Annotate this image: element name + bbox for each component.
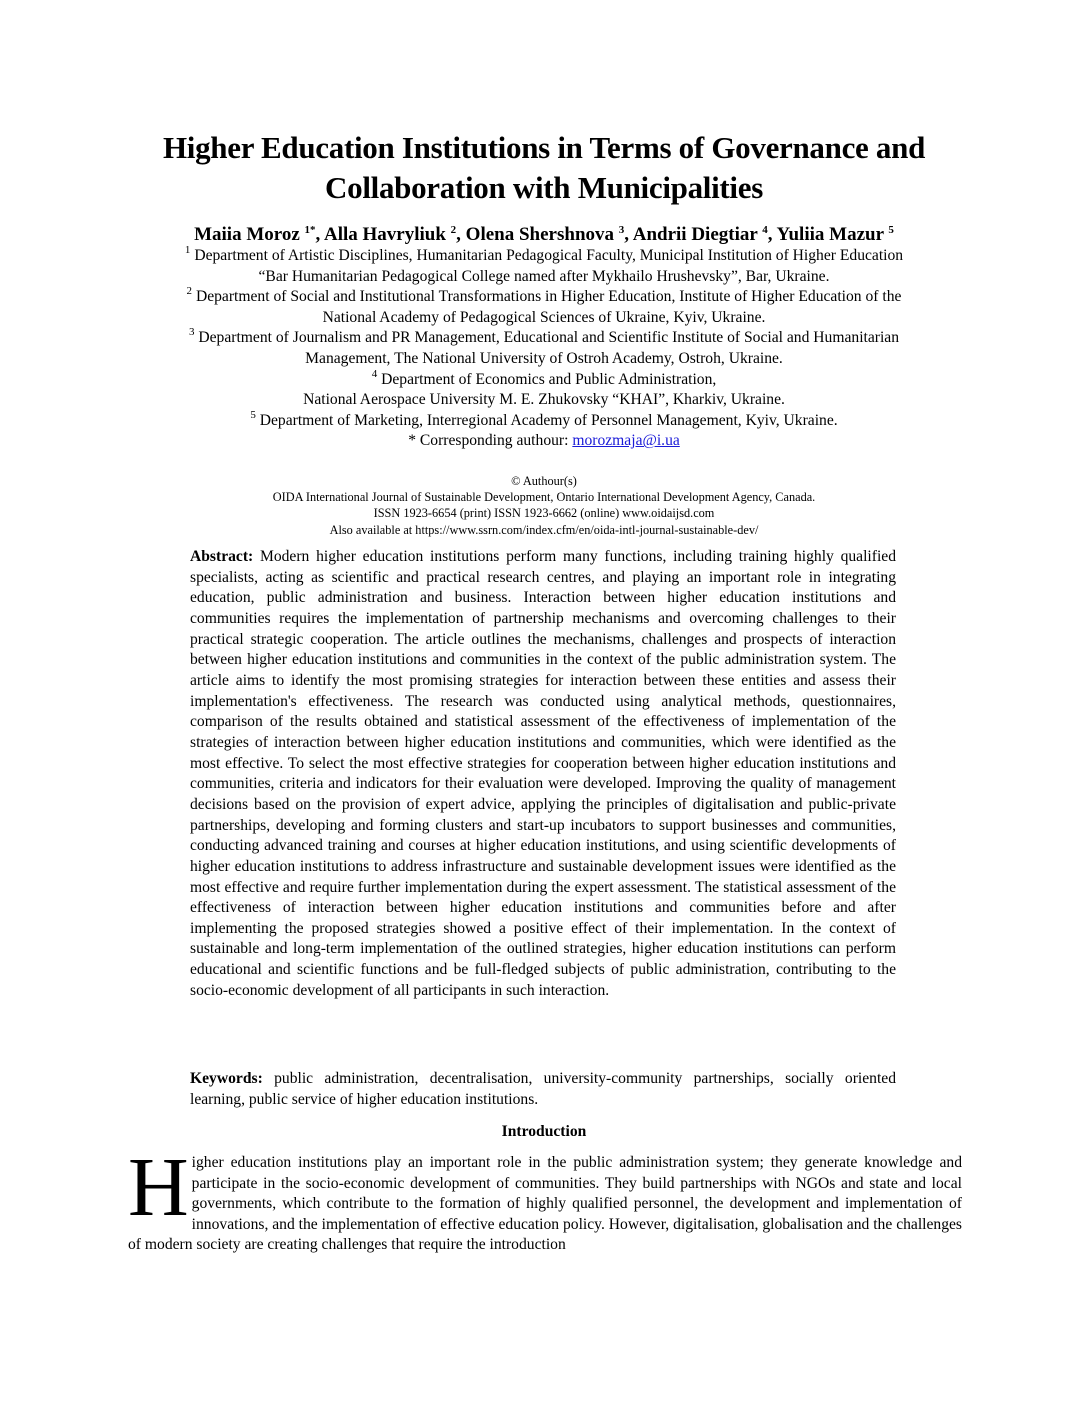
title-line-2: Collaboration with Municipalities [325,170,763,205]
affiliation-mark: 3 [188,326,195,339]
affiliation-line: Management, The National University of Ostroh Academy, Ostroh, Ukraine. [305,349,783,367]
affiliation-5 [110,408,978,432]
affiliation-line: Department of Economics and Public Administration, [381,370,717,388]
keywords-text: public administration, decentralisation, university-community partnerships, socially oriented learning, public service of higher education institutions. [190,1070,896,1108]
keywords-label: Keywords: [190,1070,263,1087]
paper-title [100,128,988,208]
affiliation-1 [110,246,978,287]
abstract-text: Modern higher education institutions perform many functions, including training highly qualified specialists, acting as scientific and practical research centres, and playing an important role in integrating education, public administration and business. Interaction between higher education institutions and communities requires the implementation of partnership mechanisms and overcoming challenges to their practical strategic cooperation. The article outlines the mechanisms, challenges and prospects of interaction between higher education institutions and communities in the context of the public administration system. The article aims to identify the most promising strategies for interaction between these entities and assess their implementation's effectiveness. The research was conducted using analytical methods, questionnaires, comparison of the results obtained and statistical assessment of the effectiveness of implementation of the strategies of interaction between higher education institutions and communities, which were identified as the most effective. To select the most effective strategies for cooperation between higher education institutions and communities, criteria and indicators for their evaluation were developed. Improving the quality of management decisions based on the provision of expert advice, applying the principles of digitalisation and public-private partnerships, developing and forming clusters and start-up incubators to support businesses and communities, conducting advanced training and courses at higher education institutions, and using scientific developments of higher education institutions to address infrastructure and sustainable development issues were identified as the most effective and require further implementation during the expert assessment. The statistical assessment of the effectiveness of interaction between higher education institutions and communities before and after implementing the proposed strategies showed a positive effect of their implementation. In the context of sustainable and long-term implementation of the outlined strategies, higher education institutions can perform educational and scientific functions and be full-fledged subjects of public administration, contributing to the socio-economic development of all participants in such interaction. [190,548,896,999]
author-name: Alla Havryliuk [323,224,446,245]
corresponding-author [110,431,978,452]
author-mark: 1* [304,224,316,236]
affiliation-line: National Aerospace University M. E. Zhukovsky “KHAI”, Kharkiv, Ukraine. [303,391,785,409]
author-mark: 2 [450,224,457,236]
author-mark: 5 [888,224,894,236]
author-name: Yuliia Mazur [776,224,884,245]
author-name: Olena Shershnova [465,224,615,245]
journal-info [150,473,938,538]
author-mark: 3 [618,224,625,236]
copyright-line: © Authour(s) [511,474,577,488]
title-line-1: Higher Education Institutions in Terms of Governance and [162,130,926,165]
affiliation-line: “Bar Humanitarian Pedagogical College named after Mykhailo Hrushevsky”, Bar, Ukraine. [258,267,830,285]
affiliation-mark: 2 [186,285,193,298]
affiliation-line: National Academy of Pedagogical Sciences of Ukraine, Kyiv, Ukraine. [322,308,766,326]
corresponding-label: * Corresponding authour: [408,432,573,450]
abstract [190,547,896,1001]
affiliation-mark: 1 [184,244,191,256]
introduction-paragraph [128,1141,962,1256]
affiliation-mark: 5 [250,408,256,421]
affiliation-line: Department of Journalism and PR Management, Educational and Scientific Institute of Social and Humanitarian [198,329,900,347]
affiliation-4 [110,367,978,411]
journal-name-line: OIDA International Journal of Sustainable Development, Ontario International Development Agency, Canada. [272,490,816,505]
affiliation-mark: 4 [371,367,378,380]
affiliation-line: Department of Marketing, Interregional Academy of Personnel Management, Kyiv, Ukraine. [259,411,838,429]
abstract-label: Abstract: [190,548,254,565]
corresponding-email-link[interactable]: morozmaja@i.ua [572,432,680,450]
author-list: Maiia Moroz $^{1*}$, Alla Havryliuk $^2$, Olena Shershnova $^3$, Andrii Diegtiar $^4$, Yuliia Mazur $^5$ [194,224,894,245]
introduction-text: igher education institutions play an important role in the public administration system; they generate knowledge and participate in the socio-economic development of communities. They build partnerships with NGOs and state and local governments, which contribute to the formation of highly qualified personnel, the development and implementation of innovations, and the implementation of effective education policy. However, digitalisation, globalisation and the challenges of modern society are creating challenges that require the introduction [128,1154,962,1254]
section-heading-introduction: Introduction [501,1123,587,1140]
affiliations [110,246,978,452]
affiliation-line: Department of Artistic Disciplines, Humanitarian Pedagogical Faculty, Municipal Institution of Higher Education [194,247,904,264]
affiliation-2 [110,287,978,328]
author-name: Maiia Moroz [194,224,300,245]
also-available-line: Also available at https://www.ssrn.com/index.cfm/en/oida-intl-journal-sustainable-dev/ [329,522,759,537]
drop-cap: H [128,1141,189,1234]
author-name: Andrii Diegtiar [632,224,758,245]
affiliation-3 [110,328,978,369]
author-mark: 4 [762,224,768,236]
affiliation-line: Department of Social and Institutional Transformations in Higher Education, Institute of Higher Education of the [195,288,902,306]
keywords [190,1069,896,1110]
issn-line: ISSN 1923-6654 (print) ISSN 1923-6662 (online) www.oidaijsd.com [373,506,715,521]
